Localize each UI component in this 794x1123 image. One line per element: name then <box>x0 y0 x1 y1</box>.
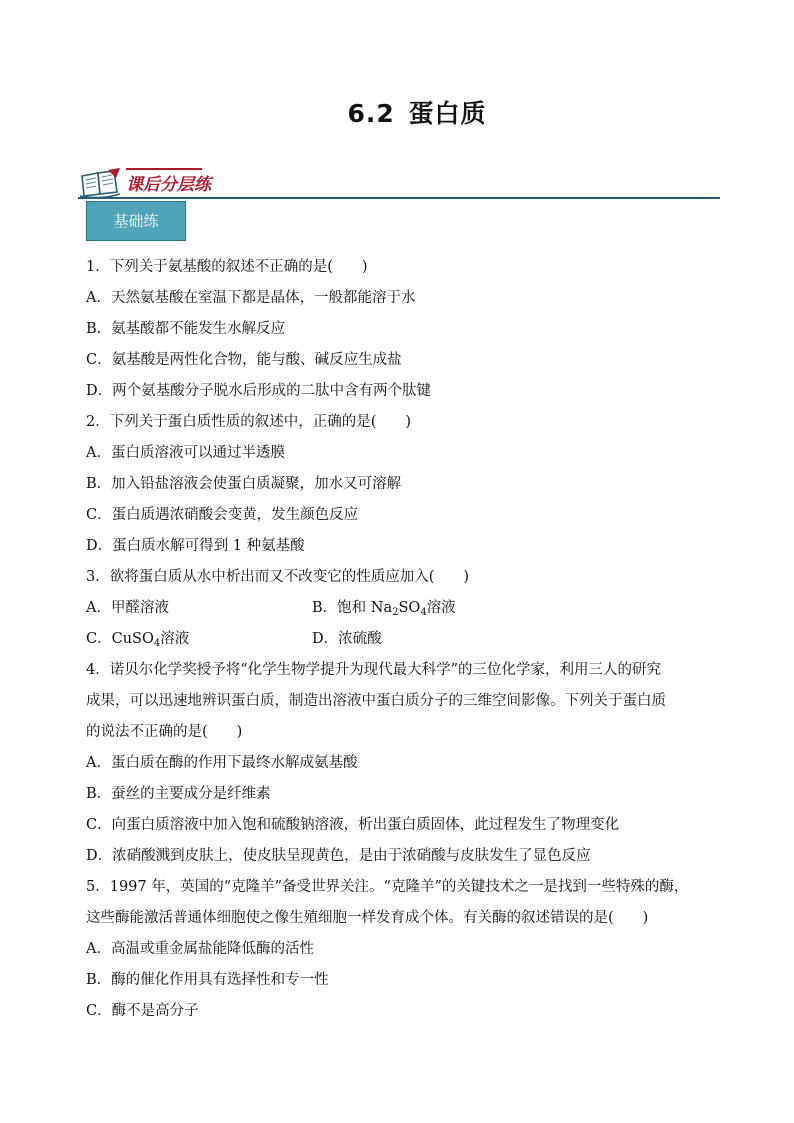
q3-option-a: A．甲醛溶液 <box>86 600 169 616</box>
q5-stem-line-1: 5．1997 年，英国的“克隆羊”备受世界关注。“克隆羊”的关键技术之一是找到一些特殊的酶， <box>86 879 689 895</box>
q1-option-b: B．氨基酸都不能发生水解反应 <box>86 321 286 337</box>
q3-stem: 3．欲将蛋白质从水中析出而又不改变它的性质应加入( ) <box>86 569 470 585</box>
q4-option-c: C．向蛋白质溶液中加入饱和硫酸钠溶液，析出蛋白质固体，此过程发生了物理变化 <box>86 817 620 833</box>
q1-stem: 1．下列关于氨基酸的叙述不正确的是( ) <box>86 259 368 275</box>
q3-options-row-2 <box>86 624 726 655</box>
q5-option-b: B．酶的催化作用具有选择性和专一性 <box>86 972 329 988</box>
q3-option-b: B．饱和 $Na_2SO_4$溶液 <box>312 600 456 618</box>
q2-option-d: D．蛋白质水解可得到 1 种氨基酸 <box>86 538 305 554</box>
title-text: 蛋白质 <box>408 99 487 128</box>
q2-option-c: C．蛋白质遇浓硝酸会变黄，发生颜色反应 <box>86 507 359 523</box>
section-divider <box>78 197 720 199</box>
question-list <box>86 252 726 1027</box>
q1-option-d: D．两个氨基酸分子脱水后形成的二肽中含有两个肽键 <box>86 383 432 399</box>
q1-option-a: A．天然氨基酸在室温下都是晶体，一般都能溶于水 <box>86 290 416 306</box>
section-header <box>78 166 720 200</box>
q4-stem-line-1: 4．诺贝尔化学奖授予将“化学生物学提升为现代最大科学”的三位化学家，利用三人的研究 <box>86 662 662 678</box>
q2-stem: 2．下列关于蛋白质性质的叙述中，正确的是( ) <box>86 414 412 430</box>
book-icon <box>78 168 122 198</box>
q3-option-d: D．浓硫酸 <box>312 631 382 647</box>
q4-stem-line-2: 成果，可以迅速地辨识蛋白质，制造出溶液中蛋白质分子的三维空间影像。下列关于蛋白质 <box>86 693 666 709</box>
q4-option-b: B．蚕丝的主要成分是纤维素 <box>86 786 271 802</box>
q4-stem-line-3: 的说法不正确的是( ) <box>86 724 243 740</box>
page-title <box>0 94 794 130</box>
section-label: 课后分层练 <box>126 175 211 195</box>
q3-option-c: C．CuSO$_4$溶液 <box>86 631 190 649</box>
q5-option-a: A．高温或重金属盐能降低酶的活性 <box>86 941 314 957</box>
q1-option-c: C．氨基酸是两性化合物，能与酸、碱反应生成盐 <box>86 352 402 368</box>
q4-option-d: D．浓硝酸溅到皮肤上，使皮肤呈现黄色，是由于浓硝酸与皮肤发生了显色反应 <box>86 848 591 864</box>
q5-stem-line-2: 这些酶能激活普通体细胞使之像生殖细胞一样发育成个体。有关酶的叙述错误的是( ) <box>86 910 649 926</box>
q2-option-a: A．蛋白质溶液可以通过半透膜 <box>86 445 285 461</box>
q2-option-b: B．加入铅盐溶液会使蛋白质凝聚，加水又可溶解 <box>86 476 402 492</box>
q4-option-a: A．蛋白质在酶的作用下最终水解成氨基酸 <box>86 755 358 771</box>
level-badge: 基础练 <box>86 201 186 241</box>
title-number: 6.2 <box>347 99 395 128</box>
q5-option-c: C．酶不是高分子 <box>86 1003 199 1019</box>
q3-options-row-1 <box>86 593 726 624</box>
